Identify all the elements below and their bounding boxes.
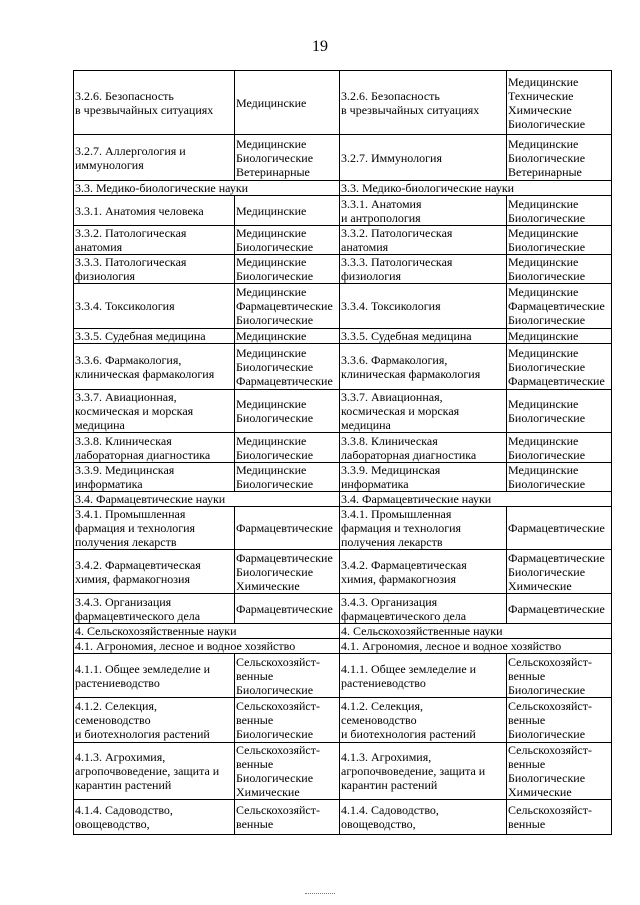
- fields-cell-left: Сельскохозяйст- венные: [235, 800, 340, 835]
- table-row: [74, 196, 612, 226]
- section-heading-left: 3.3. Медико-биологические науки: [74, 181, 340, 196]
- fields-cell-left: Медицинские: [235, 71, 340, 135]
- fields-cell-right: Медицинские Биологические: [507, 255, 612, 284]
- specialty-cell-left: 4.1.2. Селекция, семеноводство и биотехнология растений: [74, 698, 235, 743]
- table-row: [74, 329, 612, 344]
- specialty-cell-left: 4.1.4. Садоводство, овощеводство,: [74, 800, 235, 835]
- specialty-cell-left: 3.3.4. Токсикология: [74, 284, 235, 329]
- page-number: 19: [312, 38, 328, 55]
- specialty-cell-left: 3.3.2. Патологическая анатомия: [74, 226, 235, 255]
- fields-cell-right: Фармацевтические: [507, 507, 612, 550]
- specialty-cell-right: 3.3.9. Медицинская информатика: [340, 463, 507, 492]
- fields-cell-right: Медицинские Биологические: [507, 433, 612, 463]
- section-row: [74, 492, 612, 507]
- fields-cell-left: Медицинские: [235, 196, 340, 226]
- fields-cell-right: Медицинские Биологические: [507, 196, 612, 226]
- fields-cell-right: Медицинские Фармацевтические Биологические: [507, 284, 612, 329]
- table-row: [74, 344, 612, 390]
- fields-cell-left: Медицинские: [235, 329, 340, 344]
- specialty-cell-left: 3.2.6. Безопасность в чрезвычайных ситуациях: [74, 71, 235, 135]
- fields-cell-left: Сельскохозяйст- венные Биологические Химические: [235, 743, 340, 800]
- fields-cell-right: Медицинские Технические Химические Биологические: [507, 71, 612, 135]
- fields-cell-right: Фармацевтические: [507, 594, 612, 624]
- section-heading-left: 4. Сельскохозяйственные науки: [74, 624, 340, 639]
- specialty-cell-right: 3.3.8. Клиническая лабораторная диагностика: [340, 433, 507, 463]
- specialty-cell-left: 4.1.3. Агрохимия, агропочвоведение, защита и карантин растений: [74, 743, 235, 800]
- specialty-cell-right: 4.1.1. Общее земледелие и растениеводство: [340, 654, 507, 698]
- specialty-cell-right: 3.4.2. Фармацевтическая химия, фармакогнозия: [340, 550, 507, 594]
- scan-mark: [305, 893, 335, 895]
- table-row: [74, 463, 612, 492]
- fields-cell-right: Сельскохозяйст- венные Биологические: [507, 654, 612, 698]
- table-row: [74, 507, 612, 550]
- fields-cell-left: Медицинские Биологические Фармацевтические: [235, 344, 340, 390]
- table-row: [74, 654, 612, 698]
- fields-cell-left: Фармацевтические: [235, 507, 340, 550]
- section-row: [74, 181, 612, 196]
- specialty-cell-right: 3.2.7. Иммунология: [340, 135, 507, 181]
- table-row: [74, 255, 612, 284]
- section-heading-left: 3.4. Фармацевтические науки: [74, 492, 340, 507]
- table-row: [74, 71, 612, 135]
- section-heading-right: 3.4. Фармацевтические науки: [340, 492, 612, 507]
- specialty-cell-left: 3.4.3. Организация фармацевтического дела: [74, 594, 235, 624]
- fields-cell-left: Медицинские Биологические: [235, 433, 340, 463]
- table-row: [74, 390, 612, 433]
- table-row: [74, 226, 612, 255]
- specialty-cell-right: 4.1.4. Садоводство, овощеводство,: [340, 800, 507, 835]
- section-heading-left: 4.1. Агрономия, лесное и водное хозяйство: [74, 639, 340, 654]
- fields-cell-right: Фармацевтические Биологические Химические: [507, 550, 612, 594]
- specialty-cell-left: 3.3.6. Фармакология, клиническая фармакология: [74, 344, 235, 390]
- table-row: [74, 550, 612, 594]
- fields-cell-left: Медицинские Биологические: [235, 255, 340, 284]
- specialty-cell-left: 3.3.9. Медицинская информатика: [74, 463, 235, 492]
- specialty-cell-left: 3.3.3. Патологическая физиология: [74, 255, 235, 284]
- table-row: [74, 743, 612, 800]
- fields-cell-right: Медицинские Биологические: [507, 463, 612, 492]
- specialty-cell-right: 3.3.6. Фармакология, клиническая фармакология: [340, 344, 507, 390]
- section-row: [74, 639, 612, 654]
- fields-cell-left: Медицинские Биологические: [235, 463, 340, 492]
- fields-cell-left: Фармацевтические: [235, 594, 340, 624]
- fields-cell-right: Медицинские Биологические: [507, 390, 612, 433]
- specialty-cell-right: 3.3.4. Токсикология: [340, 284, 507, 329]
- specialty-cell-left: 3.2.7. Аллергология и иммунология: [74, 135, 235, 181]
- fields-cell-left: Сельскохозяйст- венные Биологические: [235, 698, 340, 743]
- fields-cell-right: Сельскохозяйст- венные: [507, 800, 612, 835]
- specialty-cell-right: 3.3.2. Патологическая анатомия: [340, 226, 507, 255]
- specialty-cell-left: 3.4.2. Фармацевтическая химия, фармакогнозия: [74, 550, 235, 594]
- fields-cell-right: Медицинские Биологические: [507, 226, 612, 255]
- specialty-cell-left: 3.4.1. Промышленная фармация и технология получения лекарств: [74, 507, 235, 550]
- specialty-cell-left: 3.3.7. Авиационная, космическая и морская медицина: [74, 390, 235, 433]
- table-row: [74, 594, 612, 624]
- fields-cell-left: Сельскохозяйст- венные Биологические: [235, 654, 340, 698]
- section-heading-right: 3.3. Медико-биологические науки: [340, 181, 612, 196]
- section-row: [74, 624, 612, 639]
- specialty-cell-left: 3.3.8. Клиническая лабораторная диагностика: [74, 433, 235, 463]
- fields-cell-left: Фармацевтические Биологические Химические: [235, 550, 340, 594]
- fields-cell-right: Медицинские Биологические Ветеринарные: [507, 135, 612, 181]
- specialty-cell-left: 3.3.5. Судебная медицина: [74, 329, 235, 344]
- specialty-cell-right: 4.1.2. Селекция, семеноводство и биотехнология растений: [340, 698, 507, 743]
- specialty-cell-right: 3.3.5. Судебная медицина: [340, 329, 507, 344]
- specialty-cell-right: 3.3.7. Авиационная, космическая и морская медицина: [340, 390, 507, 433]
- specialties-table: [73, 70, 612, 835]
- specialty-cell-right: 3.3.3. Патологическая физиология: [340, 255, 507, 284]
- section-heading-right: 4.1. Агрономия, лесное и водное хозяйство: [340, 639, 612, 654]
- table-row: [74, 433, 612, 463]
- fields-cell-left: Медицинские Фармацевтические Биологические: [235, 284, 340, 329]
- fields-cell-right: Сельскохозяйст- венные Биологические Химические: [507, 743, 612, 800]
- specialty-cell-right: 3.2.6. Безопасность в чрезвычайных ситуациях: [340, 71, 507, 135]
- specialty-cell-left: 3.3.1. Анатомия человека: [74, 196, 235, 226]
- table-row: [74, 698, 612, 743]
- fields-cell-right: Медицинские: [507, 329, 612, 344]
- fields-cell-right: Сельскохозяйст- венные Биологические: [507, 698, 612, 743]
- fields-cell-left: Медицинские Биологические Ветеринарные: [235, 135, 340, 181]
- specialty-cell-right: 4.1.3. Агрохимия, агропочвоведение, защита и карантин растений: [340, 743, 507, 800]
- fields-cell-right: Медицинские Биологические Фармацевтические: [507, 344, 612, 390]
- specialty-cell-right: 3.4.3. Организация фармацевтического дела: [340, 594, 507, 624]
- section-heading-right: 4. Сельскохозяйственные науки: [340, 624, 612, 639]
- table-row: [74, 284, 612, 329]
- fields-cell-left: Медицинские Биологические: [235, 390, 340, 433]
- specialty-cell-right: 3.3.1. Анатомия и антропология: [340, 196, 507, 226]
- specialty-cell-left: 4.1.1. Общее земледелие и растениеводство: [74, 654, 235, 698]
- fields-cell-left: Медицинские Биологические: [235, 226, 340, 255]
- specialty-cell-right: 3.4.1. Промышленная фармация и технология получения лекарств: [340, 507, 507, 550]
- table-row: [74, 800, 612, 835]
- table-row: [74, 135, 612, 181]
